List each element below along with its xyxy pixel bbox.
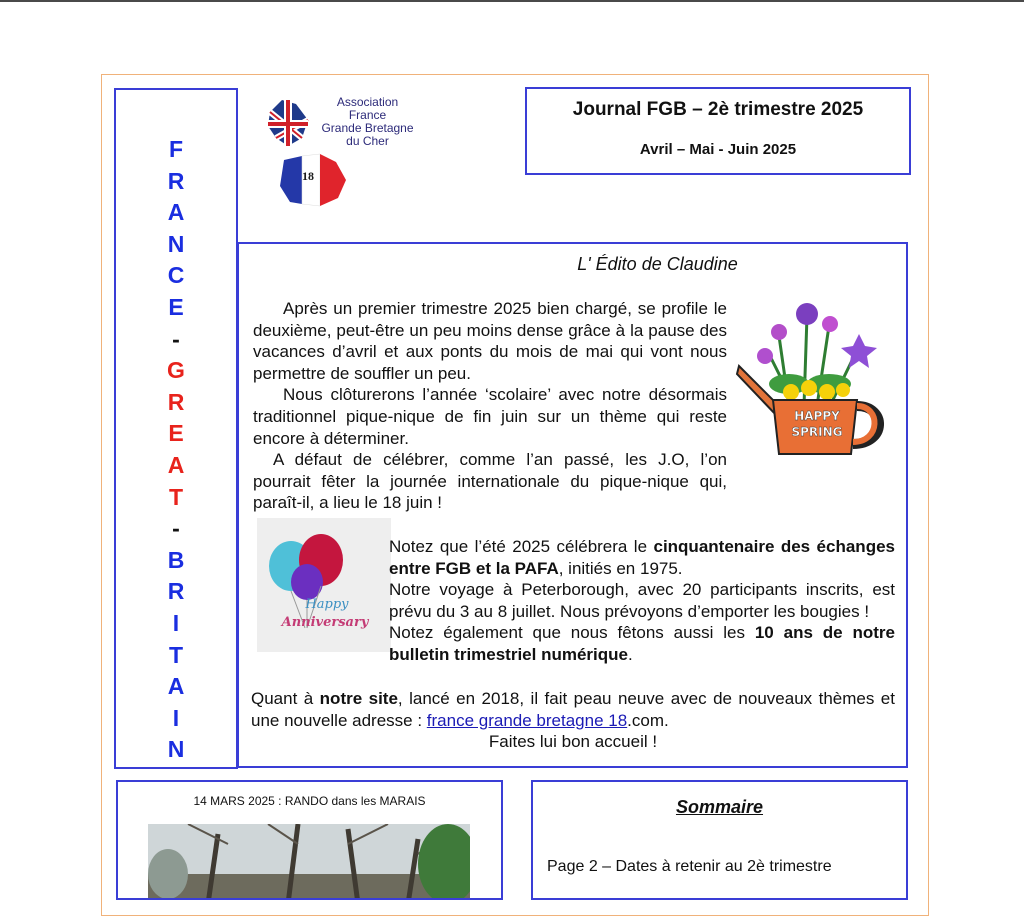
vertical-title-letter: C xyxy=(167,262,185,289)
journal-header-box xyxy=(525,87,911,175)
vertical-title-letter: F xyxy=(168,136,184,162)
edito-text-2g: . xyxy=(628,644,633,664)
edito-text-1b: Nous clôturerons l’année ‘scolaire’ avec notre désormais traditionnel pique-nique de fin juin sur un thème qui reste encore à déterminer. xyxy=(253,385,727,448)
edito-box xyxy=(237,242,908,768)
edito-paragraph-1 xyxy=(253,298,727,514)
edito-paragraph-2 xyxy=(389,536,895,666)
vertical-title-box xyxy=(114,88,238,769)
happy-spring-watering-can-image xyxy=(729,296,891,462)
happy-anniversary-balloons-image xyxy=(257,518,391,652)
vertical-title-letter: T xyxy=(168,483,184,510)
vertical-title-letter: A xyxy=(167,673,185,700)
vertical-title-letter: R xyxy=(167,578,185,605)
vertical-title-letter: R xyxy=(167,388,185,415)
logo-line-4: du Cher xyxy=(346,134,389,148)
vertical-title-letter: I xyxy=(172,609,180,636)
spring-label-2: SPRING xyxy=(791,425,843,439)
logo-line-3: Grande Bretagne xyxy=(321,121,414,135)
edito-title: L' Édito de Claudine xyxy=(577,254,738,274)
edito-text-2f: 10 ans de notre bulletin trimestriel numérique xyxy=(389,623,895,664)
rando-caption: 14 MARS 2025 : RANDO dans les MARAIS xyxy=(193,794,426,808)
logo-line-1: Association xyxy=(336,95,399,109)
anniversary-label-2: Anniversary xyxy=(281,615,369,630)
window-top-border xyxy=(0,0,1024,2)
vertical-title-letter: E xyxy=(168,420,184,447)
vertical-title-letter: - xyxy=(172,325,180,352)
website-link[interactable]: france grande bretagne 18 xyxy=(426,710,628,730)
vertical-title-letter: N xyxy=(167,736,185,763)
edito-text-2a: Notez que l’été 2025 célébrera le xyxy=(389,537,654,556)
vertical-title-letter: E xyxy=(168,293,184,320)
edito-text-2b: cinquantenaire des échanges entre FGB et la PAFA xyxy=(389,537,895,578)
vertical-title-letter: R xyxy=(167,167,185,194)
edito-text-1: Après un premier trimestre 2025 bien chargé, se profile le deuxième, peut-être un peu moins dense grâce à la pause des vacances d’avril et aux ponts du mois de mai qui vont nous permettre de souffler un peu. xyxy=(253,299,727,383)
edito-paragraph-3 xyxy=(251,688,895,753)
watering-can-icon xyxy=(737,366,879,454)
vertical-title-letter: A xyxy=(167,451,185,478)
edito-text-3c: , lancé en 2018, il fait peau neuve avec de nouveaux thèmes et une nouvelle adresse : xyxy=(251,689,895,730)
edito-text-1c: A défaut de célébrer, comme l’an passé, les J.O, l’on pourrait fêter la journée internationale du pique-nique qui, paraît-il, a lieu le 18 juin ! xyxy=(253,450,727,513)
anniversary-label-1: Happy xyxy=(305,597,349,612)
edito-closing: Faites lui bon accueil ! xyxy=(488,732,658,752)
edito-text-2e: Notez également que nous fêtons aussi les xyxy=(389,623,755,643)
logo-badge: 18 xyxy=(302,169,314,183)
vertical-title-letter: N xyxy=(167,230,185,257)
edito-text-2d: Notre voyage à Peterborough, avec 20 participants inscrits, est prévu du 3 au 8 juillet. Nous prévoyons d’emporter les bougies ! xyxy=(389,580,895,621)
france-flag-map-icon xyxy=(280,154,346,206)
sommaire-box xyxy=(531,780,908,900)
vertical-title-letter: B xyxy=(167,546,185,573)
logo-line-2: France xyxy=(348,108,387,122)
journal-period: Avril – Mai - Juin 2025 xyxy=(639,141,797,158)
edito-text-2c: , initiés en 1975. xyxy=(558,558,683,578)
journal-title: Journal FGB – 2è trimestre 2025 xyxy=(572,99,864,120)
vertical-title-letter: G xyxy=(167,357,185,384)
vertical-title-letter: T xyxy=(168,641,184,668)
vertical-title-letter: A xyxy=(167,199,185,226)
spring-label-1: HAPPY xyxy=(794,409,840,423)
flower-bouquet-icon xyxy=(757,303,877,408)
sommaire-title: Sommaire xyxy=(675,797,764,817)
vertical-title-letter: - xyxy=(172,515,180,542)
edito-text-3a: Quant à xyxy=(251,689,320,708)
logo-text xyxy=(300,96,435,148)
edito-text-3d: .com. xyxy=(627,710,669,730)
sommaire-item-1[interactable]: Page 2 – Dates à retenir au 2è trimestre xyxy=(547,858,832,875)
vertical-title-letter: I xyxy=(172,704,180,731)
edito-text-3b: notre site xyxy=(319,689,398,708)
rando-photo-box xyxy=(116,780,503,900)
